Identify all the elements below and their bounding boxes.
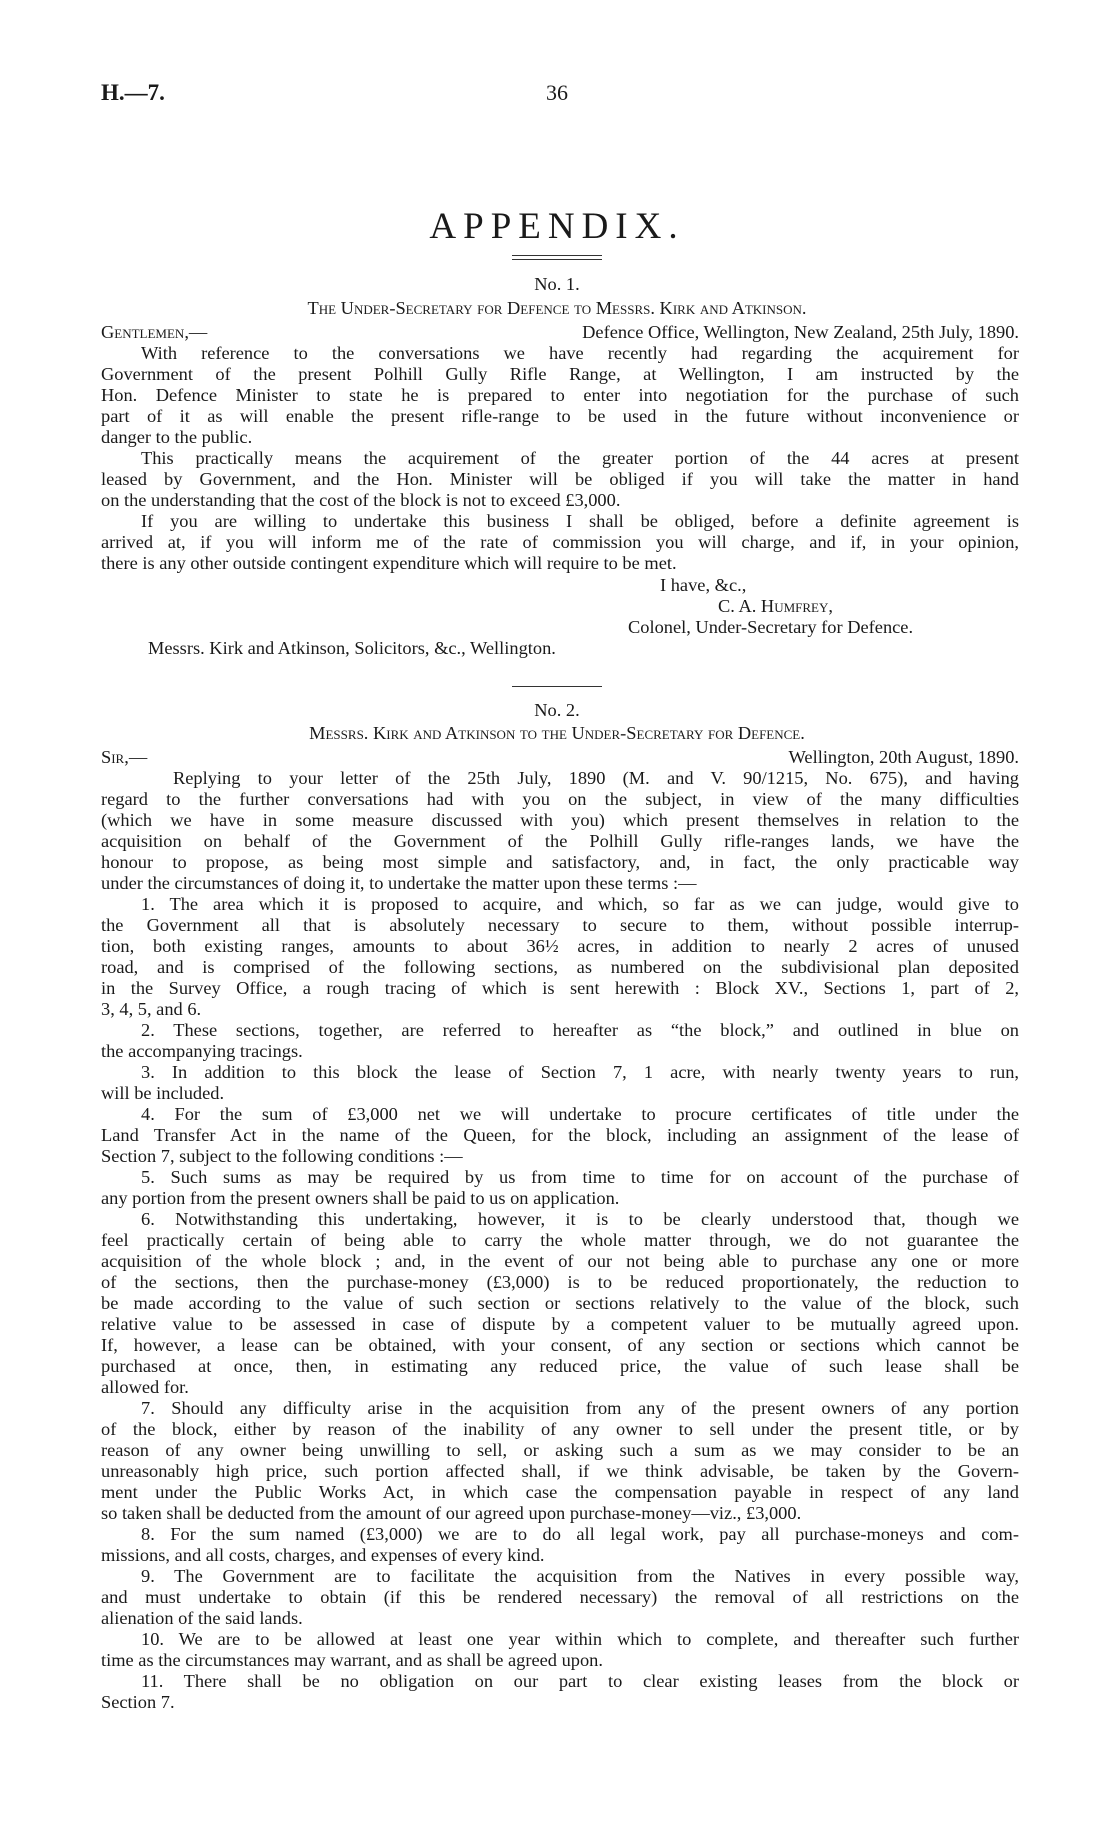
text-line: part of it as will enable the present rifle-range to be used in the future without inconvenience or <box>101 406 1019 426</box>
text-line: acquisition on behalf of the Government of the Polhill Gully rifle-ranges lands, we have the <box>101 831 1019 851</box>
letter1-heading: The Under-Secretary for Defence to Messrs. Kirk and Atkinson. <box>307 298 807 318</box>
text-line: reason of any owner being unwilling to sell, or asking such a sum as we may consider to be an <box>101 1440 1019 1460</box>
section-divider <box>512 686 602 687</box>
text-line: allowed for. <box>101 1377 189 1397</box>
text-line: under the circumstances of doing it, to undertake the matter upon these terms :— <box>101 873 697 893</box>
text-line: will be included. <box>101 1083 225 1103</box>
text-line: on the understanding that the cost of the block is not to exceed £3,000. <box>101 490 621 510</box>
text-line: regard to the further conversations had with you on the subject, in view of the many difficulties <box>101 789 1019 809</box>
letter2-salutation: Sir,— <box>101 747 148 767</box>
text-line: danger to the public. <box>101 427 253 447</box>
text-line: 3. In addition to this block the lease of Section 7, 1 acre, with nearly twenty years to run, <box>141 1062 1019 1082</box>
letter1-number: No. 1. <box>534 274 580 294</box>
text-line: alienation of the said lands. <box>101 1608 303 1628</box>
text-line: Hon. Defence Minister to state he is prepared to enter into negotiation for the purchase of such <box>101 385 1019 405</box>
letter1-addressee: Messrs. Kirk and Atkinson, Solicitors, &c., Wellington. <box>148 638 556 658</box>
text-line: in the Survey Office, a rough tracing of which is sent herewith : Block XV., Sections 1, part of 2, <box>101 978 1019 998</box>
report-reference: H.—7. <box>101 80 165 105</box>
text-line: be made according to the value of such section or sections relatively to the value of the block, such <box>101 1293 1019 1313</box>
text-line: road, and is comprised of the following sections, as numbered on the subdivisional plan deposited <box>101 957 1019 977</box>
text-line: 11. There shall be no obligation on our part to clear existing leases from the block or <box>141 1671 1019 1691</box>
letter1-signature: C. A. Humfrey, <box>718 596 833 616</box>
text-line: leased by Government, and the Hon. Minister will be obliged if you will take the matter in hand <box>101 469 1019 489</box>
text-line: 5. Such sums as may be required by us from time to time for on account of the purchase of <box>141 1167 1019 1187</box>
text-line: of the sections, then the purchase-money (£3,000) is to be reduced proportionately, the reduction to <box>101 1272 1019 1292</box>
letter1-salutation: Gentlemen,— <box>101 322 208 342</box>
text-line: relative value to be assessed in case of dispute by a competent valuer to be mutually agreed upon. <box>101 1314 1019 1334</box>
text-line: 8. For the sum named (£3,000) we are to do all legal work, pay all purchase-moneys and com- <box>141 1524 1019 1544</box>
text-line: of the block, either by reason of the inability of any owner to sell under the present title, or by <box>101 1419 1019 1439</box>
text-line: the Government all that is absolutely necessary to secure to them, without possible interrup- <box>101 915 1019 935</box>
letter1-place-date: Defence Office, Wellington, New Zealand, 25th July, 1890. <box>582 322 1019 342</box>
letter2-heading: Messrs. Kirk and Atkinson to the Under-Secretary for Defence. <box>309 723 805 743</box>
text-line: 2. These sections, together, are referred to hereafter as “the block,” and outlined in blue on <box>141 1020 1019 1040</box>
text-line: If, however, a lease can be obtained, with your consent, of any section or sections which cannot be <box>101 1335 1019 1355</box>
text-line: This practically means the acquirement of the greater portion of the 44 acres at present <box>141 448 1019 468</box>
text-line: 4. For the sum of £3,000 net we will undertake to procure certificates of title under the <box>141 1104 1019 1124</box>
text-line: missions, and all costs, charges, and expenses of every kind. <box>101 1545 545 1565</box>
text-line: 10. We are to be allowed at least one year within which to complete, and thereafter such further <box>141 1629 1019 1649</box>
text-line: honour to propose, as being most simple and satisfactory, and, in fact, the only practicable way <box>101 852 1019 872</box>
text-line: arrived at, if you will inform me of the rate of commission you will charge, and if, in your opinion, <box>101 532 1019 552</box>
text-line: there is any other outside contingent expenditure which will require to be met. <box>101 553 677 573</box>
text-line: 7. Should any difficulty arise in the acquisition from any of the present owners of any portion <box>141 1398 1019 1418</box>
title-rule <box>512 259 602 260</box>
text-line: Land Transfer Act in the name of the Queen, for the block, including an assignment of the lease of <box>101 1125 1019 1145</box>
title-rule <box>512 255 602 256</box>
text-line: Government of the present Polhill Gully Rifle Range, at Wellington, I am instructed by the <box>101 364 1019 384</box>
letter2-number: No. 2. <box>534 700 580 720</box>
letter1-signatory-title: Colonel, Under-Secretary for Defence. <box>628 617 914 637</box>
text-line: the accompanying tracings. <box>101 1041 303 1061</box>
text-line: and must undertake to obtain (if this be rendered necessary) the removal of all restrictions on the <box>101 1587 1019 1607</box>
text-line: time as the circumstances may warrant, and as shall be agreed upon. <box>101 1650 603 1670</box>
text-line: Section 7, subject to the following conditions :— <box>101 1146 463 1166</box>
text-line: unreasonably high price, such portion affected shall, if we think advisable, be taken by the Govern- <box>101 1461 1019 1481</box>
letter2-place-date: Wellington, 20th August, 1890. <box>788 747 1019 767</box>
page-number: 36 <box>546 80 568 105</box>
text-line: Section 7. <box>101 1692 175 1712</box>
text-line: feel practically certain of being able to carry the whole matter through, we do not guarantee the <box>101 1230 1019 1250</box>
appendix-title: APPENDIX. <box>429 206 685 247</box>
text-line: 9. The Government are to facilitate the acquisition from the Natives in every possible way, <box>141 1566 1019 1586</box>
text-line: tion, both existing ranges, amounts to about 36½ acres, in addition to nearly 2 acres of unused <box>101 936 1019 956</box>
text-line: With reference to the conversations we have recently had regarding the acquirement for <box>141 343 1019 363</box>
text-line: ment under the Public Works Act, in which case the compensation payable in respect of any land <box>101 1482 1019 1502</box>
text-line: so taken shall be deducted from the amount of our agreed upon purchase-money—viz., £3,000. <box>101 1503 802 1523</box>
text-line: acquisition of the whole block ; and, in the event of our not being able to purchase any one or more <box>101 1251 1019 1271</box>
letter1-closing: I have, &c., <box>660 575 747 595</box>
text-line: purchased at once, then, in estimating any reduced price, the value of such lease shall be <box>101 1356 1019 1376</box>
text-line: 1. The area which it is proposed to acquire, and which, so far as we can judge, would give to <box>141 894 1019 914</box>
text-line: (which we have in some measure discussed with you) which present themselves in relation to the <box>101 810 1019 830</box>
text-line: 3, 4, 5, and 6. <box>101 999 202 1019</box>
text-line: Replying to your letter of the 25th July, 1890 (M. and V. 90/1215, No. 675), and having <box>173 768 1019 788</box>
text-line: 6. Notwithstanding this undertaking, however, it is to be clearly understood that, though we <box>141 1209 1019 1229</box>
text-line: any portion from the present owners shall be paid to us on application. <box>101 1188 620 1208</box>
text-line: If you are willing to undertake this business I shall be obliged, before a definite agreement is <box>141 511 1019 531</box>
